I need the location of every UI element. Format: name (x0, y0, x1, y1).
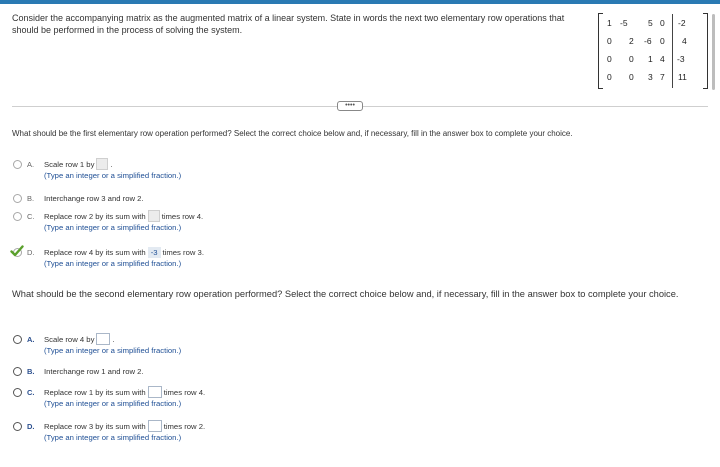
answer-box[interactable] (148, 386, 162, 398)
option-text-end: . (110, 160, 113, 169)
option-text: Interchange row 1 and row 2. (44, 367, 144, 376)
matrix-cell: 5 (648, 18, 653, 28)
option-letter: A. (27, 335, 35, 344)
option-hint: (Type an integer or a simplified fraction.) (44, 259, 182, 268)
matrix-cell: 7 (660, 72, 665, 82)
option-letter: A. (27, 160, 35, 169)
option-hint: (Type an integer or a simplified fraction.) (44, 433, 182, 442)
radio-button[interactable] (13, 160, 22, 169)
answer-value[interactable]: -3 (148, 247, 161, 258)
radio-button[interactable] (13, 422, 22, 431)
matrix-cell: 4 (660, 54, 665, 64)
matrix-cell: 0 (607, 36, 612, 46)
option-letter: C. (27, 212, 35, 221)
option-text-end: times row 4. (163, 388, 206, 397)
answer-box[interactable] (96, 158, 108, 170)
option-text: Replace row 2 by its sum with (44, 212, 146, 221)
augment-separator (672, 14, 673, 88)
scrollbar[interactable] (712, 14, 715, 90)
check-icon (10, 245, 24, 257)
answer-box[interactable] (148, 420, 162, 432)
radio-button[interactable] (13, 388, 22, 397)
answer-box[interactable] (96, 333, 110, 345)
option-text: Replace row 1 by its sum with (44, 388, 146, 397)
matrix-cell: 11 (678, 72, 687, 82)
matrix-cell: 0 (607, 54, 612, 64)
option-text: Scale row 1 by (44, 160, 95, 169)
matrix-left-bracket (598, 13, 603, 89)
option-text: Scale row 4 by (44, 335, 95, 344)
option-text-end: times row 3. (162, 248, 204, 257)
option-letter: D. (27, 422, 35, 431)
matrix-cell: -6 (644, 36, 652, 46)
option-text-end: times row 2. (163, 422, 206, 431)
option-text-end: times row 4. (161, 212, 204, 221)
part1-prompt: What should be the first elementary row operation performed? Select the correct choice below and, if necessary, fill in the answer box to complete your choice. (12, 129, 573, 138)
matrix-cell: 0 (607, 72, 612, 82)
question-text: Consider the accompanying matrix as the augmented matrix of a linear system. State in words the next two elementary row operations that should be performed in the process of solving the system. (12, 13, 565, 35)
radio-button[interactable] (13, 367, 22, 376)
matrix-cell: 3 (648, 72, 653, 82)
matrix-cell: -3 (677, 54, 685, 64)
matrix-cell: 0 (629, 54, 634, 64)
matrix-cell: 0 (660, 36, 665, 46)
option-text-end: . (112, 335, 115, 344)
matrix-cell: 2 (629, 36, 634, 46)
option-hint: (Type an integer or a simplified fraction.) (44, 346, 182, 355)
option-hint: (Type an integer or a simplified fraction.) (44, 399, 182, 408)
option-text: Interchange row 3 and row 2. (44, 194, 144, 203)
answer-box[interactable] (148, 210, 160, 222)
option-hint: (Type an integer or a simplified fraction.) (44, 223, 182, 232)
matrix-cell: 0 (629, 72, 634, 82)
matrix-cell: -5 (620, 18, 628, 28)
matrix-cell: 1 (607, 18, 612, 28)
matrix-cell: 4 (682, 36, 687, 46)
option-letter: C. (27, 388, 35, 397)
matrix-cell: 0 (660, 18, 665, 28)
top-accent-bar (0, 0, 720, 4)
part2-prompt: What should be the second elementary row operation performed? Select the correct choice below and, if necessary, fill in the answer box to complete your choice. (12, 289, 679, 299)
expand-button[interactable]: •••• (337, 101, 363, 111)
option-text: Replace row 3 by its sum with (44, 422, 146, 431)
option-text: Replace row 4 by its sum with (44, 248, 146, 257)
option-hint: (Type an integer or a simplified fraction.) (44, 171, 182, 180)
option-letter: B. (27, 194, 35, 203)
radio-button[interactable] (13, 212, 22, 221)
matrix-cell: -2 (678, 18, 686, 28)
option-letter: B. (27, 367, 35, 376)
matrix-right-bracket (703, 13, 708, 89)
radio-button[interactable] (13, 335, 22, 344)
option-letter: D. (27, 248, 35, 257)
radio-button[interactable] (13, 194, 22, 203)
matrix-cell: 1 (648, 54, 653, 64)
augmented-matrix (598, 13, 708, 90)
